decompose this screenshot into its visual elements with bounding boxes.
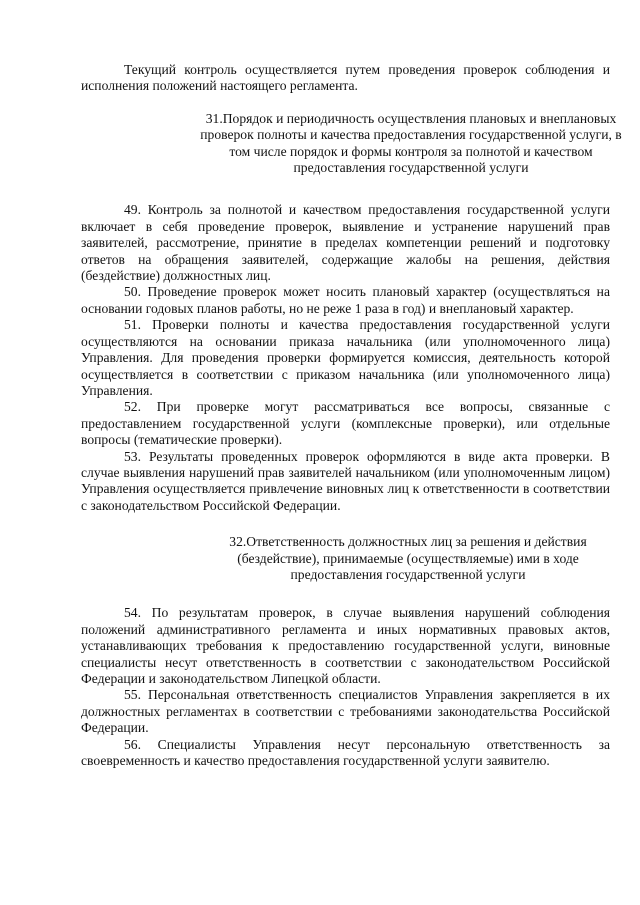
paragraph-49: 49. Контроль за полнотой и качеством предоставления государственной услуги включает в себя проведение проверок, выявление и устранение нарушений прав заявителей, рассмотрение, принятие в пределах компетенции решений и подготовку ответов на обращения заявителей, содержащие жалобы на решения, действия (бездействие) должностных лиц. [81,202,610,284]
intro-paragraph: Текущий контроль осуществляется путем проведения проверок соблюдения и исполнения положений настоящего регламента. [81,62,610,94]
paragraph-51: 51. Проверки полноты и качества предоставления государственной услуги осуществляются на основании приказа начальника (или уполномоченного лица) Управления. Для проведения проверки формируется комиссия, деятельность которой осуществляется в соответствии с приказом начальника (или уполномоченного лица) Управления. [81,317,610,398]
paragraph-52: 52. При проверке могут рассматриваться все вопросы, связанные с предоставлением государственной услуги (комплексные проверки), или отдельные вопросы (тематические проверки). [81,399,610,448]
paragraph-53: 53. Результаты проведенных проверок оформляются в виде акта проверки. В случае выявления нарушений прав заявителей начальником (или уполномоченным лицом) Управления осуществляется привлечение виновных лиц к ответственности в соответствии с законодательством Российской Федерации. [81,448,610,513]
section-32-heading: 32.Ответственность должностных лиц за решения и действия (бездействие), принимаемые (осуществляемые) ими в ходе предоставления государственной услуги [229,534,587,582]
paragraph-50: 50. Проведение проверок может носить плановый характер (осуществляться на основании годовых планов работы, но не реже 1 раза в год) и внеплановый характер. [81,284,610,316]
paragraph-55: 55. Персональная ответственность специалистов Управления закрепляется в их должностных регламентах в соответствии с требованиями законодательства Российской Федерации. [81,687,610,736]
paragraph-54: 54. По результатам проверок, в случае выявления нарушений соблюдения положений административного регламента и иных нормативных правовых актов, устанавливающих требования к предоставлению государственной услуги, виновные специалисты несут ответственность в соответствии с законодательством Российской Федерации и законодательством Липецкой области. [81,605,610,686]
section-31-heading: 31.Порядок и периодичность осуществления плановых и внеплановых проверок полноты и качества предоставления государственной услуги, в том числе порядок и формы контроля за полнотой и качеством предоставления государственной услуги [200,110,622,176]
paragraph-56: 56. Специалисты Управления несут персональную ответственность за своевременность и качество предоставления государственной услуги заявителю. [81,736,610,769]
